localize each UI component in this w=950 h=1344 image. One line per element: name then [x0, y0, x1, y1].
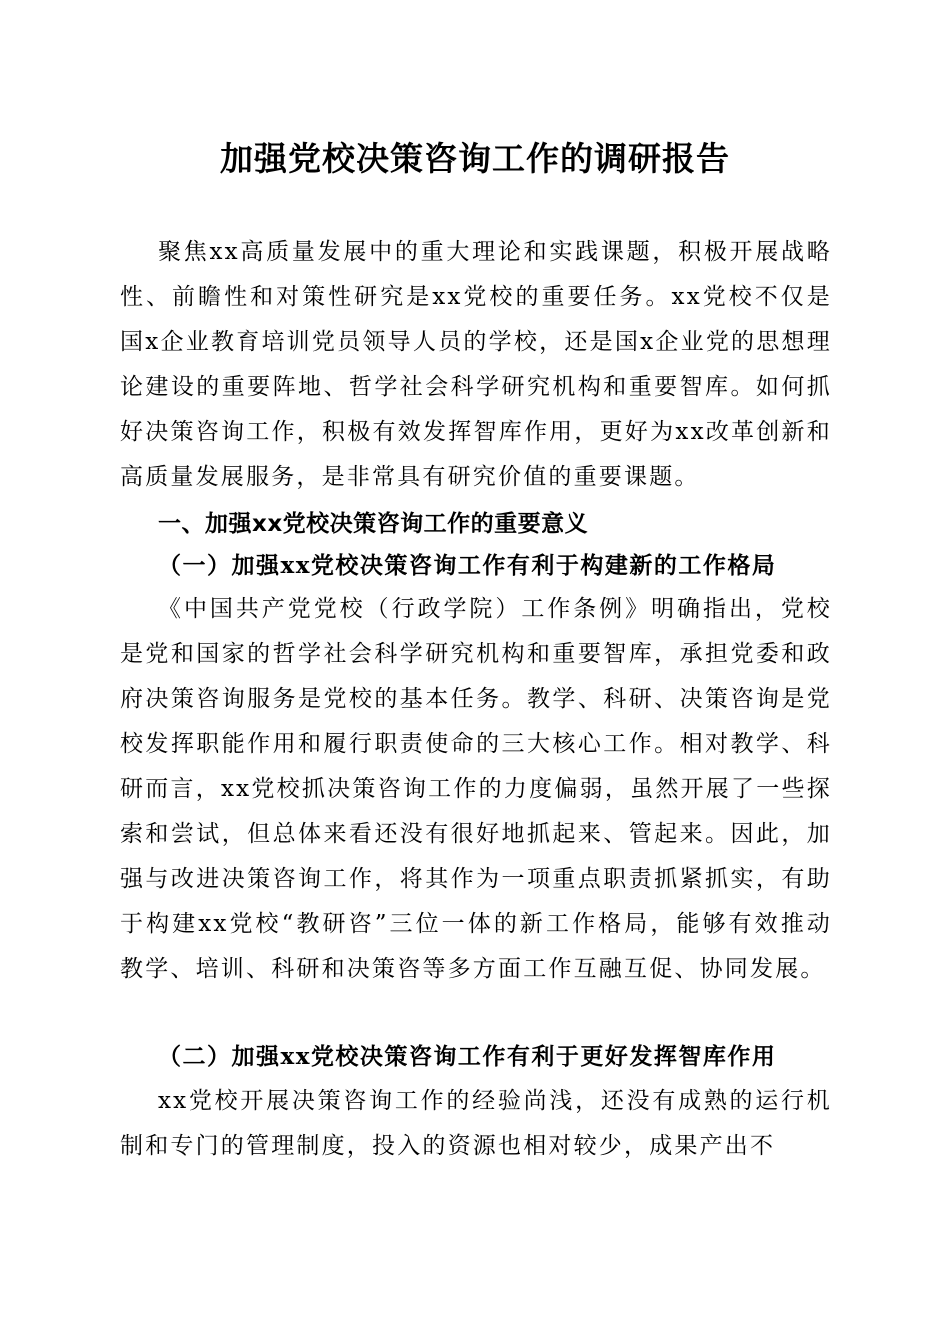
- section-heading-1: 一、加强xx党校决策咨询工作的重要意义: [158, 511, 589, 537]
- document-title: 加强党校决策咨询工作的调研报告: [220, 139, 730, 178]
- intro-paragraph: 聚焦xx高质量发展中的重大理论和实践课题，积极开展战略性、前瞻性和对策性研究是xx党校的重要任务。xx党校不仅是国x企业教育培训党员领导人员的学校，还是国x企业党的思想理论建设的重要阵地、哲学社会科学研究机构和重要智库。如何抓好决策咨询工作，积极有效发挥智库作用，更好为xx改革创新和高质量发展服务，是非常具有研究价值的重要课题。: [120, 239, 832, 490]
- subsection-heading-1: （一）加强xx党校决策咨询工作有利于构建新的工作格局: [158, 552, 777, 579]
- subsection-2-paragraph: xx党校开展决策咨询工作的经验尚浅，还没有成熟的运行机制和专门的管理制度，投入的资源也相对较少，成果产出不: [120, 1088, 832, 1159]
- subsection-1-paragraph: 《中国共产党党校（行政学院）工作条例》明确指出，党校是党和国家的哲学社会科学研究机构和重要智库，承担党委和政府决策咨询服务是党校的基本任务。教学、科研、决策咨询是党校发挥职能作用和履行职责使命的三大核心工作。相对教学、科研而言，xx党校抓决策咨询工作的力度偏弱，虽然开展了一些探索和尝试，但总体来看还没有很好地抓起来、管起来。因此，加强与改进决策咨询工作，将其作为一项重点职责抓紧抓实，有助于构建xx党校“教研咨”三位一体的新工作格局，能够有效推动教学、培训、科研和决策咨等多方面工作互融互促、协同发展。: [120, 596, 832, 982]
- subsection-heading-2: （二）加强xx党校决策咨询工作有利于更好发挥智库作用: [158, 1043, 777, 1070]
